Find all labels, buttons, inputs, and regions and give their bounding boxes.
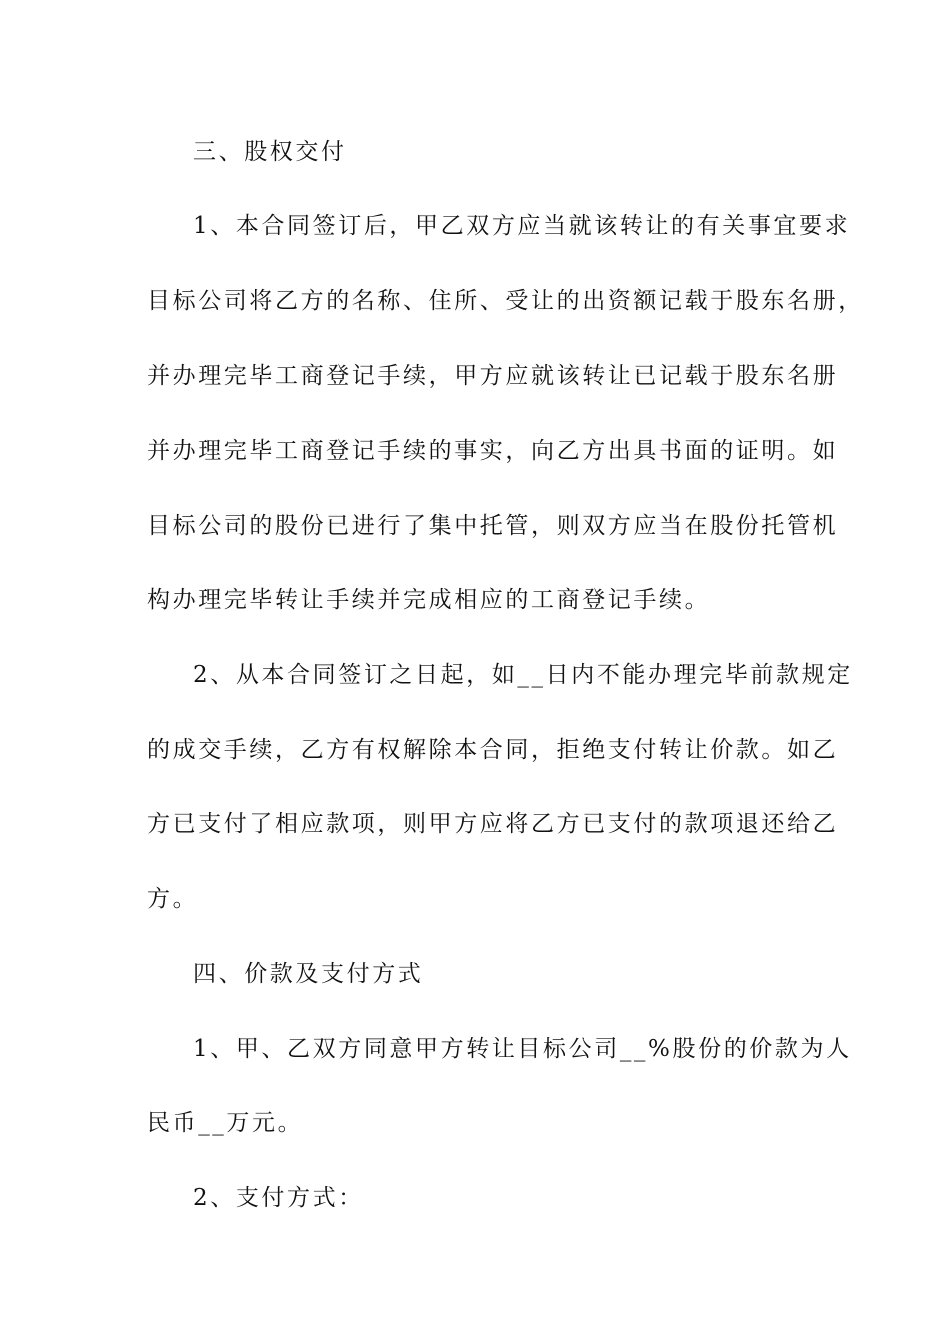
- clause-1-line-6: 构办理完毕转让手续并完成相应的工商登记手续。: [147, 587, 711, 613]
- clause-1-line-5: 目标公司的股份已进行了集中托管，则双方应当在股份托管机: [147, 513, 839, 539]
- price-clause-2-line-1: 2、支付方式：: [193, 1185, 364, 1211]
- clause-1-line-2: 目标公司将乙方的名称、住所、受让的出资额记载于股东名册，: [147, 288, 864, 314]
- clause-2-line-4: 方。: [147, 886, 199, 912]
- clause-2-line-1: 2、从本合同签订之日起，如__日内不能办理完毕前款规定: [193, 662, 853, 688]
- section-heading-price-payment: 四、价款及支付方式: [193, 961, 424, 987]
- clause-2-line-2: 的成交手续，乙方有权解除本合同，拒绝支付转让价款。如乙: [147, 737, 839, 763]
- section-heading-equity-delivery: 三、股权交付: [193, 139, 347, 165]
- clause-1-line-1: 1、本合同签订后，甲乙双方应当就该转让的有关事宜要求: [193, 213, 851, 239]
- clause-1-line-4: 并办理完毕工商登记手续的事实，向乙方出具书面的证明。如: [147, 438, 839, 464]
- price-clause-1-line-2: 民币__万元。: [147, 1110, 304, 1136]
- clause-1-line-3: 并办理完毕工商登记手续，甲方应就该转让已记载于股东名册: [147, 363, 839, 389]
- price-clause-1-line-1: 1、甲、乙双方同意甲方转让目标公司__%股份的价款为人: [193, 1036, 852, 1062]
- clause-2-line-3: 方已支付了相应款项，则甲方应将乙方已支付的款项退还给乙: [147, 811, 839, 837]
